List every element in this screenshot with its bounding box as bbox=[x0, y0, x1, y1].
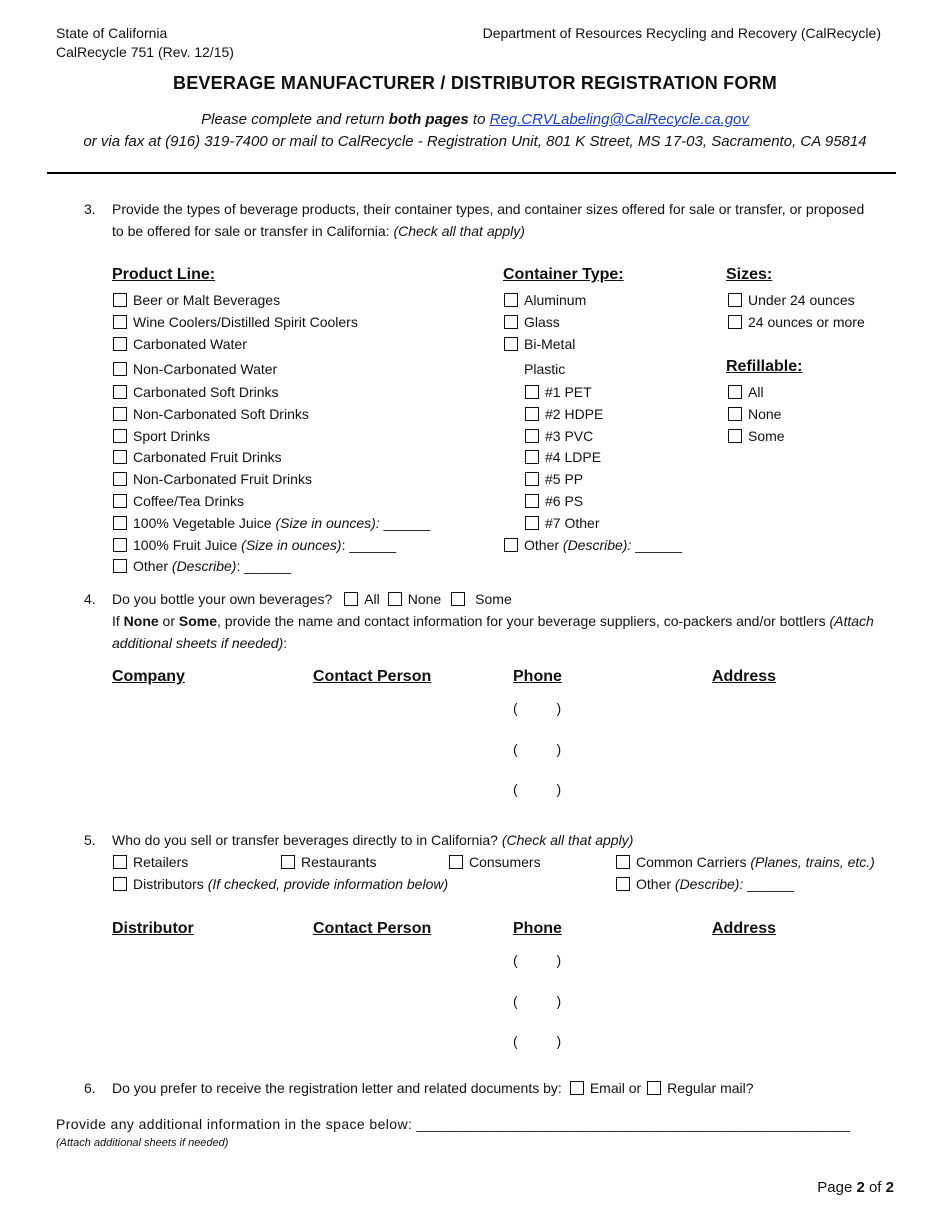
col-address: Address bbox=[712, 668, 777, 685]
page-number: Page 2 of 2 bbox=[817, 1179, 894, 1196]
product-option[interactable]: Sport Drinks bbox=[113, 427, 210, 445]
additional-info-note: (Attach additional sheets if needed) bbox=[56, 1137, 229, 1149]
form-id: CalRecycle 751 (Rev. 12/15) bbox=[56, 44, 234, 60]
size-option[interactable]: 24 ounces or more bbox=[728, 313, 865, 331]
phone-field[interactable]: ( ) bbox=[513, 700, 562, 716]
container-option[interactable]: Bi-Metal bbox=[504, 335, 575, 353]
checkbox-regular-mail[interactable] bbox=[647, 1081, 661, 1095]
container-option[interactable]: Glass bbox=[504, 313, 560, 331]
refillable-option[interactable]: Some bbox=[728, 427, 785, 445]
product-option[interactable]: Non-Carbonated Soft Drinks bbox=[113, 405, 309, 423]
container-option[interactable]: Aluminum bbox=[504, 291, 586, 309]
checkbox[interactable] bbox=[113, 516, 127, 530]
plastic-option[interactable]: #6 PS bbox=[525, 492, 583, 510]
phone-field[interactable]: ( ) bbox=[513, 1033, 562, 1049]
additional-info-field[interactable]: _____________________________________________________ bbox=[416, 1116, 851, 1132]
q5-question: Who do you sell or transfer beverages directly to in California? (Check all that apply) bbox=[112, 832, 634, 848]
department-name: Department of Resources Recycling and Recovery (CalRecycle) bbox=[482, 25, 881, 41]
plastic-option[interactable]: #3 PVC bbox=[525, 427, 593, 445]
state-label: State of California bbox=[56, 25, 168, 41]
q5-option-other[interactable]: Other (Describe): ______ bbox=[616, 875, 794, 893]
checkbox[interactable] bbox=[525, 450, 539, 464]
q5-option-distributors[interactable]: Distributors (If checked, provide information below) bbox=[113, 875, 448, 893]
product-option[interactable]: Non-Carbonated Fruit Drinks bbox=[113, 470, 312, 488]
phone-field[interactable]: ( ) bbox=[513, 741, 562, 757]
plastic-option[interactable]: #2 HDPE bbox=[525, 405, 603, 423]
q4-question: Do you bottle your own beverages? All None Some bbox=[112, 591, 512, 607]
col-phone: Phone bbox=[513, 920, 562, 937]
product-option[interactable]: Other (Describe): ______ bbox=[113, 557, 291, 575]
checkbox[interactable] bbox=[728, 293, 742, 307]
q5-option-restaurants[interactable]: Restaurants bbox=[281, 853, 376, 871]
product-option[interactable]: Carbonated Soft Drinks bbox=[113, 383, 279, 401]
q3-number: 3. bbox=[84, 201, 96, 217]
product-option[interactable]: Coffee/Tea Drinks bbox=[113, 492, 244, 510]
email-link[interactable]: Reg.CRVLabeling@CalRecycle.ca.gov bbox=[489, 111, 749, 128]
phone-field[interactable]: ( ) bbox=[513, 993, 562, 1009]
product-line-header: Product Line: bbox=[112, 266, 216, 283]
checkbox[interactable] bbox=[504, 538, 518, 552]
checkbox[interactable] bbox=[728, 385, 742, 399]
col-distributor: Distributor bbox=[112, 920, 194, 937]
product-option[interactable]: 100% Fruit Juice (Size in ounces): ______ bbox=[113, 536, 396, 554]
checkbox[interactable] bbox=[113, 877, 127, 891]
checkbox[interactable] bbox=[728, 407, 742, 421]
checkbox[interactable] bbox=[113, 494, 127, 508]
checkbox[interactable] bbox=[113, 385, 127, 399]
sizes-header: Sizes: bbox=[726, 266, 773, 283]
checkbox-some[interactable] bbox=[451, 592, 465, 606]
col-phone: Phone bbox=[513, 668, 562, 685]
refillable-option[interactable]: All bbox=[728, 383, 764, 401]
plastic-option[interactable]: #1 PET bbox=[525, 383, 592, 401]
product-option[interactable]: Carbonated Water bbox=[113, 335, 247, 353]
q4-number: 4. bbox=[84, 591, 96, 607]
checkbox-none[interactable] bbox=[388, 592, 402, 606]
q5-option-carriers[interactable]: Common Carriers (Planes, trains, etc.) bbox=[616, 853, 875, 871]
product-option[interactable]: Beer or Malt Beverages bbox=[113, 291, 280, 309]
checkbox[interactable] bbox=[113, 429, 127, 443]
q4-instructions-line1: If None or Some, provide the name and contact information for your beverage suppliers, co-packers and/or bottlers (Attach bbox=[112, 613, 874, 629]
checkbox[interactable] bbox=[113, 315, 127, 329]
phone-field[interactable]: ( ) bbox=[513, 952, 562, 968]
phone-field[interactable]: ( ) bbox=[513, 781, 562, 797]
col-contact-person: Contact Person bbox=[313, 668, 432, 685]
checkbox[interactable] bbox=[525, 494, 539, 508]
container-type-header: Container Type: bbox=[503, 266, 624, 283]
q6-question: Do you prefer to receive the registration letter and related documents by: Email or Regular mail? bbox=[112, 1080, 754, 1096]
checkbox[interactable] bbox=[616, 877, 630, 891]
checkbox[interactable] bbox=[728, 315, 742, 329]
col-contact-person: Contact Person bbox=[313, 920, 432, 937]
size-option[interactable]: Under 24 ounces bbox=[728, 291, 855, 309]
page-title: BEVERAGE MANUFACTURER / DISTRIBUTOR REGISTRATION FORM bbox=[173, 73, 777, 93]
checkbox[interactable] bbox=[504, 337, 518, 351]
q3-text-line2: to be offered for sale or transfer in California: (Check all that apply) bbox=[112, 223, 525, 239]
checkbox[interactable] bbox=[504, 293, 518, 307]
refillable-option[interactable]: None bbox=[728, 405, 781, 423]
checkbox[interactable] bbox=[449, 855, 463, 869]
plastic-option[interactable]: #4 LDPE bbox=[525, 448, 601, 466]
instructions-line1: Please complete and return both pages to Reg.CRVLabeling@CalRecycle.ca.gov bbox=[201, 111, 749, 128]
checkbox[interactable] bbox=[525, 516, 539, 530]
checkbox[interactable] bbox=[525, 472, 539, 486]
q4-instructions-line2: additional sheets if needed): bbox=[112, 635, 288, 651]
container-option-other[interactable]: Other (Describe): ______ bbox=[504, 536, 682, 554]
checkbox[interactable] bbox=[113, 407, 127, 421]
q3-text-line1: Provide the types of beverage products, their container types, and container sizes offered for sale or transfer, or proposed bbox=[112, 201, 865, 217]
checkbox[interactable] bbox=[113, 362, 127, 376]
checkbox[interactable] bbox=[113, 538, 127, 552]
checkbox[interactable] bbox=[616, 855, 630, 869]
header-divider bbox=[47, 172, 896, 174]
checkbox-email[interactable] bbox=[570, 1081, 584, 1095]
checkbox[interactable] bbox=[281, 855, 295, 869]
product-option[interactable]: Carbonated Fruit Drinks bbox=[113, 448, 282, 466]
checkbox[interactable] bbox=[504, 315, 518, 329]
checkbox[interactable] bbox=[525, 429, 539, 443]
checkbox[interactable] bbox=[113, 293, 127, 307]
col-address: Address bbox=[712, 920, 777, 937]
checkbox[interactable] bbox=[728, 429, 742, 443]
checkbox[interactable] bbox=[525, 407, 539, 421]
plastic-option[interactable]: #5 PP bbox=[525, 470, 583, 488]
plastic-label: Plastic bbox=[524, 361, 566, 377]
checkbox[interactable] bbox=[113, 450, 127, 464]
checkbox[interactable] bbox=[113, 559, 127, 573]
col-company: Company bbox=[112, 668, 185, 685]
product-option[interactable]: Wine Coolers/Distilled Spirit Coolers bbox=[113, 313, 358, 331]
q6-number: 6. bbox=[84, 1080, 96, 1096]
q5-number: 5. bbox=[84, 832, 96, 848]
q5-option-consumers[interactable]: Consumers bbox=[449, 853, 541, 871]
refillable-header: Refillable: bbox=[726, 358, 803, 375]
additional-info-label: Provide any additional information in the space below: _____________________________________________________ bbox=[56, 1116, 851, 1132]
plastic-option[interactable]: #7 Other bbox=[525, 514, 599, 532]
checkbox[interactable] bbox=[113, 855, 127, 869]
product-option[interactable]: Non-Carbonated Water bbox=[113, 360, 277, 378]
checkbox[interactable] bbox=[525, 385, 539, 399]
checkbox[interactable] bbox=[113, 472, 127, 486]
q5-option-retailers[interactable]: Retailers bbox=[113, 853, 188, 871]
instructions-line2: or via fax at (916) 319-7400 or mail to CalRecycle - Registration Unit, 801 K Street, MS 17-03, Sacramento, CA 95814 bbox=[83, 133, 867, 150]
product-option[interactable]: 100% Vegetable Juice (Size in ounces): ______ bbox=[113, 514, 430, 532]
checkbox[interactable] bbox=[113, 337, 127, 351]
checkbox-all[interactable] bbox=[344, 592, 358, 606]
